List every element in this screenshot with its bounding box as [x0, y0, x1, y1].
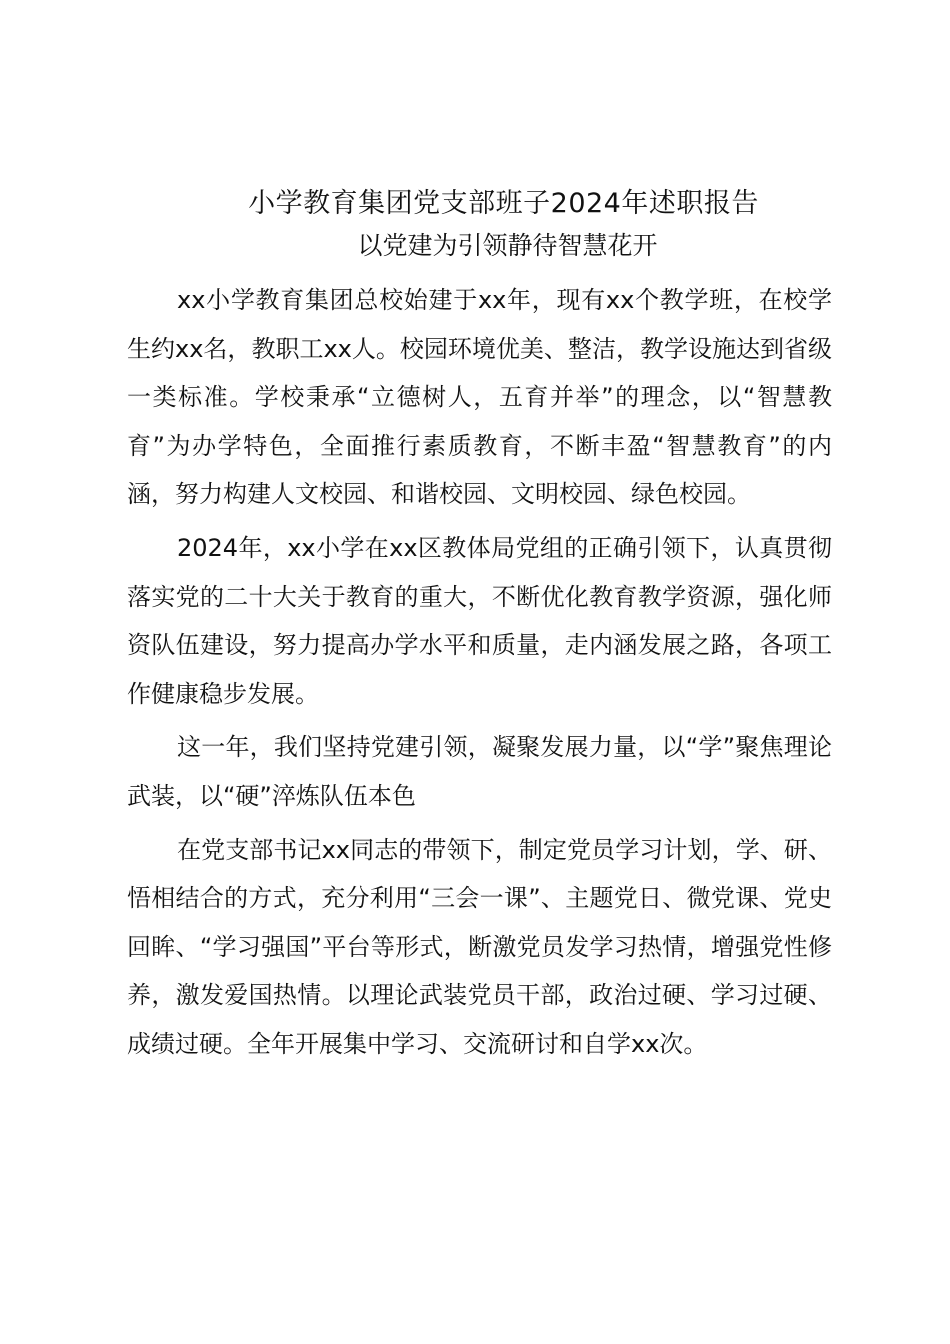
document-subtitle: 以党建为引领静待智慧花开	[357, 231, 658, 260]
document-body	[127, 182, 832, 1074]
document-title: 小学教育集团党支部班子2024年述职报告	[248, 188, 759, 219]
paragraph-study-plan: 在党支部书记xx同志的带领下，制定党员学习计划，学、研、悟相结合的方式，充分利用“三会一课”、主题党日、微党课、党史回眸、“学习强国”平台等形式，断激党员发学习热情，增强党性修养，激发爱国热情。以理论武装党员干部，政治过硬、学习过硬、成绩过硬。全年开展集中学习、交流研讨和自学xx次。	[127, 835, 832, 1058]
paragraph-2024-summary: 2024年，xx小学在xx区教体局党组的正确引领下，认真贯彻落实党的二十大关于教育的重大，不断优化教育教学资源，强化师资队伍建设，努力提高办学水平和质量，走内涵发展之路，各项工作健康稳步发展。	[127, 533, 832, 708]
paragraph-school-overview: xx小学教育集团总校始建于xx年，现有xx个教学班，在校学生约xx名，教职工xx人。校园环境优美、整洁，教学设施达到省级一类标准。学校秉承“立德树人，五育并举”的理念，以“智慧教育”为办学特色，全面推行素质教育，不断丰盈“智慧教育”的内涵，努力构建人文校园、和谐校园、文明校园、绿色校园。	[127, 286, 832, 509]
paragraph-party-building: 这一年，我们坚持党建引领，凝聚发展力量，以“学”聚焦理论武装，以“硬”淬炼队伍本色	[127, 733, 832, 810]
